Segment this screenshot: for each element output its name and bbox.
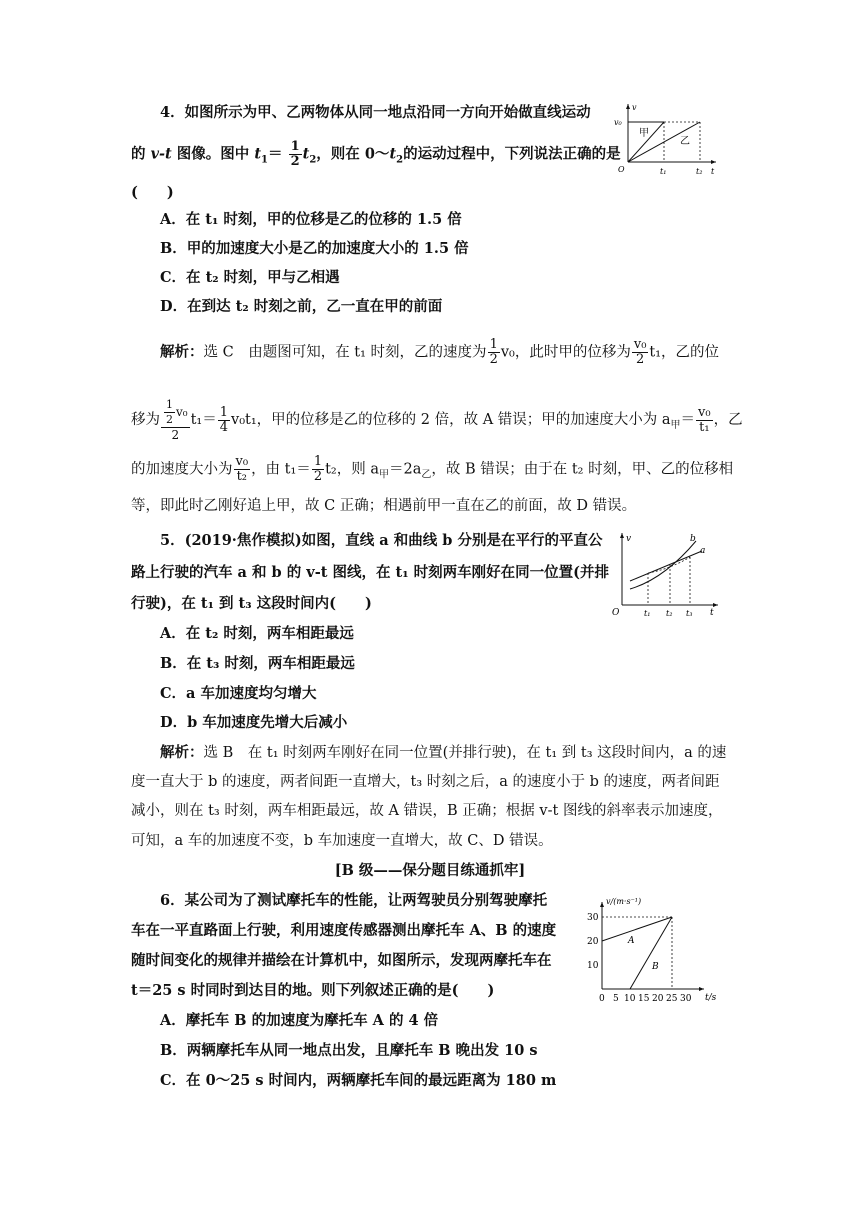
q5-analysis-line-4: 可知，a 车的加速度不变，b 车加速度一直增大，故 C、D 错误。 bbox=[131, 833, 553, 849]
q6-line-b bbox=[630, 917, 672, 989]
q4-answer-paren: ( ) bbox=[131, 184, 174, 201]
q5-stem-line-1: 5．(2019·焦作模拟)如图，直线 a 和曲线 b 分别是在平行的平直公 bbox=[160, 532, 603, 549]
q6-graph-label-b: B bbox=[652, 962, 659, 972]
q5-option-d: D．b 车加速度先增大后减小 bbox=[160, 714, 348, 731]
q5-vt-graph bbox=[604, 527, 722, 617]
section-b-heading: [B 级——保分题目练通抓牢] bbox=[334, 862, 526, 879]
q4-option-a: A．在 t₁ 时刻，甲的位移是乙的位移的 1.5 倍 bbox=[160, 211, 462, 228]
q5-option-a: A．在 t₂ 时刻，两车相距最远 bbox=[160, 625, 354, 642]
q5-stem-line-2: 路上行驶的汽车 a 和 b 的 v-t 图线，在 t₁ 时刻两车刚好在同一位置(并排 bbox=[131, 564, 609, 581]
q4-analysis-line-3: 的加速度大小为 $\frac{\text{v₀}}{\text{t₂}}$ ，由 t₁＝ $\frac{1}{2}$ t₂，则 $a_甲=2a_乙$，故 B 错误；由于在 t₂ 时刻，甲、乙的位移相 bbox=[131, 454, 734, 484]
q6-line-a bbox=[602, 917, 672, 941]
q6-graph-y-label: v/(m·s⁻¹) bbox=[606, 897, 642, 906]
q5-curve-b bbox=[630, 541, 696, 589]
q5-analysis-line-3: 减小，则在 t₃ 时刻，两车相距最远，故 A 错误，B 正确；根据 v-t 图线的斜率表示加速度， bbox=[131, 803, 723, 819]
q4-option-d: D．在到达 t₂ 时刻之前，乙一直在甲的前面 bbox=[160, 298, 443, 315]
q4-option-c: C．在 t₂ 时刻，甲与乙相遇 bbox=[160, 269, 340, 286]
q4-graph-jia-label: 甲 bbox=[639, 128, 649, 139]
svg-text:30: 30 bbox=[680, 994, 692, 1004]
svg-text:20: 20 bbox=[652, 994, 664, 1004]
q6-option-b: B．两辆摩托车从同一地点出发，且摩托车 B 晚出发 10 s bbox=[160, 1042, 538, 1059]
q5-analysis-line-1: 解析：选 B 在 t₁ 时刻两车刚好在同一位置(并排行驶)，在 t₁ 到 t₃ 这段时间内，a 的速 bbox=[160, 744, 727, 761]
q4-graph-t1-label: t₁ bbox=[660, 167, 667, 176]
svg-text:O: O bbox=[612, 608, 620, 617]
q4-graph-v-label: v bbox=[632, 103, 637, 112]
q6-graph-x-label: t/s bbox=[705, 993, 717, 1003]
svg-text:a: a bbox=[700, 546, 706, 556]
q5-analysis-line-2: 度一直大于 b 的速度，两者间距一直增大，t₃ 时刻之后，a 的速度小于 b 的速度，两者间距 bbox=[131, 774, 720, 790]
svg-text:30: 30 bbox=[587, 913, 599, 923]
svg-text:t: t bbox=[710, 608, 714, 617]
q4-graph-t-label: t bbox=[711, 167, 715, 176]
svg-text:25: 25 bbox=[666, 994, 678, 1004]
q4-graph-v0-label: v₀ bbox=[614, 118, 622, 127]
svg-text:t₂: t₂ bbox=[666, 609, 673, 617]
q6-option-a: A．摩托车 B 的加速度为摩托车 A 的 4 倍 bbox=[160, 1012, 439, 1029]
q4-graph-yi-label: 乙 bbox=[680, 136, 690, 147]
svg-text:20: 20 bbox=[587, 937, 599, 947]
q5-stem-line-3: 行驶)，在 t₁ 到 t₃ 这段时间内( ) bbox=[131, 595, 372, 612]
q6-stem-line-4: t＝25 s 时同时到达目的地。则下列叙述正确的是( ) bbox=[131, 982, 495, 999]
svg-text:t₁: t₁ bbox=[644, 609, 651, 617]
svg-text:v: v bbox=[626, 534, 632, 544]
q6-stem-line-1: 6．某公司为了测试摩托车的性能，让两驾驶员分别驾驶摩托 bbox=[160, 892, 548, 909]
svg-text:15: 15 bbox=[638, 994, 650, 1004]
q4-analysis-line-1: 解析：选 C 由题图可知，在 t₁ 时刻，乙的速度为 $\frac{1}{2}$ v₀，此时甲的位移为 $\frac{\text{v₀}}{2}$ t₁，乙的位 bbox=[160, 337, 720, 367]
q4-option-b: B．甲的加速度大小是乙的加速度大小的 1.5 倍 bbox=[160, 240, 469, 257]
q4-vt-graph bbox=[612, 100, 720, 178]
q4-graph-origin: O bbox=[618, 165, 625, 174]
q4-half-fraction: $\frac{1}{2}$ bbox=[290, 139, 300, 169]
q4-graph-t2-label: t₂ bbox=[696, 167, 703, 176]
svg-text:10: 10 bbox=[587, 961, 599, 971]
svg-text:b: b bbox=[690, 534, 696, 544]
q5-line-a bbox=[630, 551, 702, 581]
q6-graph-label-a: A bbox=[628, 936, 635, 946]
q6-stem-line-3: 随时间变化的规律并描绘在计算机中，如图所示，发现两摩托车在 bbox=[131, 952, 552, 969]
svg-text:0: 0 bbox=[599, 994, 605, 1004]
q4-stem-line-2: 的 v-t 图像。图中 $t_1=$ $\frac{1}{2}$ $t_2$，则在 $0\sim t_2$的运动过程中，下列说法正确的是 bbox=[131, 139, 621, 169]
q4-analysis-line-2: 移为 $\frac{1}{2}$ v₀ 2 t₁＝ $\frac{1}{4}$ v₀t₁，甲的位移是乙的位移的 2 倍，故 A 错误；甲的加速度大小为 $a_甲=$ $\frac{\text{v₀}}{\text{t₁}}$ ，乙 bbox=[131, 398, 743, 442]
q6-stem-line-2: 车在一平直路面上行驶，利用速度传感器测出摩托车 A、B 的速度 bbox=[131, 922, 557, 939]
svg-text:10: 10 bbox=[624, 994, 636, 1004]
q4-analysis-line-4: 等，即此时乙刚好追上甲，故 C 正确；相遇前甲一直在乙的前面，故 D 错误。 bbox=[131, 498, 637, 514]
q6-option-c: C．在 0～25 s 时间内，两辆摩托车间的最远距离为 180 m bbox=[160, 1072, 557, 1089]
svg-text:t₃: t₃ bbox=[686, 609, 693, 617]
q6-vt-graph bbox=[586, 894, 728, 1006]
svg-text:5: 5 bbox=[613, 994, 619, 1004]
q5-option-b: B．在 t₃ 时刻，两车相距最远 bbox=[160, 655, 355, 672]
q4-stem-line-1: 4．如图所示为甲、乙两物体从同一地点沿同一方向开始做直线运动 bbox=[160, 104, 591, 121]
q5-option-c: C．a 车加速度均匀增大 bbox=[160, 685, 317, 702]
